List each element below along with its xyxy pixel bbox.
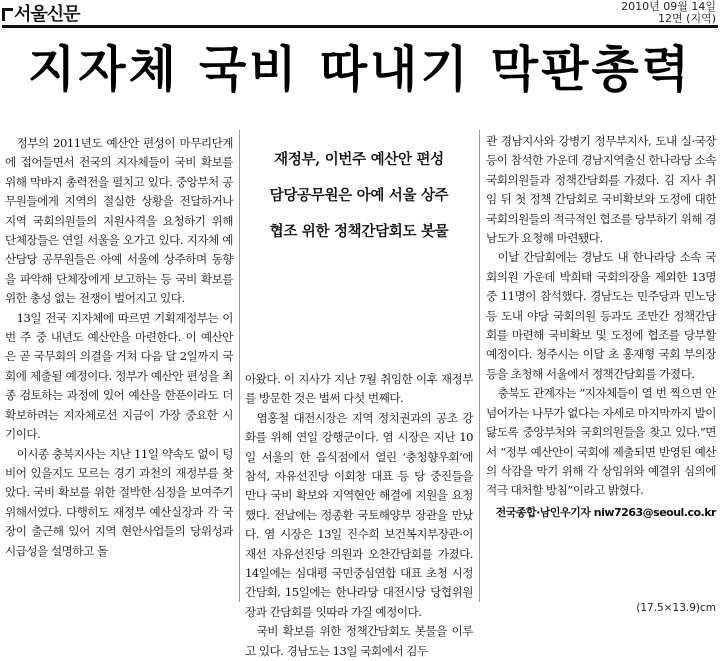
dateline [621,1,716,25]
headline: 지자체 국비 따내기 막판총력 [27,41,693,98]
article-column-2 [245,370,473,661]
clipping-size-note: (17.5×13.9)cm [636,602,716,614]
article-column-3 [486,132,716,522]
paragraph: 이날 간담회에는 경남도 내 한나라당 소속 국회의원 가운데 박희태 국회의장을 제외한 13명 중 11명이 참석했다. 경남도는 민주당과 민노당 등 도내 야당 국회의원 등과도 조만간 정책간담회를 마련해 국비확보 및 도정에 협조를 당부할 예정이다. 청주시는 이달 초 홍재형 국회 부의장 등을 초청해 서울에서 정책간담회를 가졌다. [486,250,716,381]
top-rule [2,25,718,28]
deck-line: 협조 위한 정책간담회도 봇물 [269,223,449,240]
newspaper-masthead [2,0,80,26]
paragraph: 아왔다. 이 지사가 지난 7월 취임한 이후 재정부를 방문한 것은 벌써 다섯 번째다. [245,372,473,406]
masthead-name: 서울신문 [14,4,80,25]
publication-date: 2010년 09월 14일 [621,0,716,13]
paragraph: 13일 전국 지자체에 따르면 기획재정부는 이번 주 중 내년도 예산안을 마련한다. 이 예산안은 곧 국무회의 의결을 거쳐 다음 달 2일까지 국회에 제출될 예정이다. 정부가 예산안 편성을 최종 검토하는 과정에 있어 예산을 한푼이라도 더 확보하려는 지자체로선 지금이 가장 중요한 시기이다. [5,310,233,442]
paragraph: 염홍철 대전시장은 지역 정치권과의 공조 강화를 위해 연일 강행군이다. 염 시장은 지난 10일 서울의 한 음식점에서 열린 ‘충청향우회’에 참석, 자유선진당 이회창 대표 등 당 중진들을 만나 국비 확보와 지역현안 해결에 지원을 요청했다. 전날에는 정종환 국토해양부 장관을 만났다. 염 시장은 13일 진수희 보건복지부장관·이재선 자유선진당 의원과 오찬간담회를 가졌다. 14일에는 심대평 국민중심연합 대표 초청 시정간담회, 15일에는 한나라당 대전시당 당협위원장과 간담회를 잇따라 가질 예정이다. [245,410,473,619]
paragraph: 이시종 충북지사는 지난 11일 약속도 없이 텅 비어 있을지도 모르는 경기 과천의 재정부를 찾았다. 국비 확보를 위한 절박한 심정을 보여주기 위해서였다. 다행히도 재정부 예산실장과 각 국장이 출근해 있어 지역 현안사업들의 당위성과 시급성을 설명하고 돌 [5,446,233,558]
byline: 전국종합·남인우기자 niw7263@seoul.co.kr [495,505,716,519]
paragraph: 관 경남지사와 강병기 정무부지사, 도내 실·국장 등이 참석한 가운데 경남지역출신 한나라당 소속 국회의원들과 정책간담회를 가졌다. 김 지사 취임 뒤 첫 정책 간담회로 국비확보와 도정에 대한 국회의원들의 적극적인 협조를 당부하기 위해 경남도가 요청해 마련됐다. [486,134,716,246]
deck-line: 담당공무원은 아예 서울 상주 [269,187,449,204]
paragraph: 국비 확보를 위한 정책간담회도 봇물을 이루고 있다. 경남도는 13일 국회에서 김두 [245,624,473,658]
masthead-bracket-icon [2,8,13,21]
subheadline-deck [245,142,473,250]
column-divider [239,130,240,602]
deck-line: 재정부, 이번주 예산안 편성 [274,151,444,168]
article-column-1 [5,134,233,561]
page-section: 12면 (지역) [658,12,716,25]
paragraph: 충북도 관계자는 “지자체들이 열 번 찍으면 안 넘어가는 나무가 없다는 자세로 마지막까지 발이 닳도록 중앙부처와 국회의원들을 찾고 있다.”면서 “정부 예산안이 국회에 제출되면 반영된 예산의 삭감을 막기 위해 각 상임위와 예결위 심의에 적극 대처할 방침”이라고 밝혔다. [486,386,716,498]
column-divider [479,130,480,602]
paragraph: 정부의 2011년도 예산안 편성이 마무리단계에 접어들면서 전국의 지자체들이 국비 확보를 위해 막바지 총력전을 펼치고 있다. 중앙부처 공무원들에게 지역의 절실한 상황을 전달하거나 지역 국회의원들의 지원사격을 요청하기 위해 단체장들은 연일 서울을 오가고 있다. 지자체 예산담당 공무원들은 아예 서울에 상주하며 동향을 파악해 단체장에게 보고하는 등 국비 확보를 위한 총성 없는 전쟁이 벌어지고 있다. [5,136,233,306]
